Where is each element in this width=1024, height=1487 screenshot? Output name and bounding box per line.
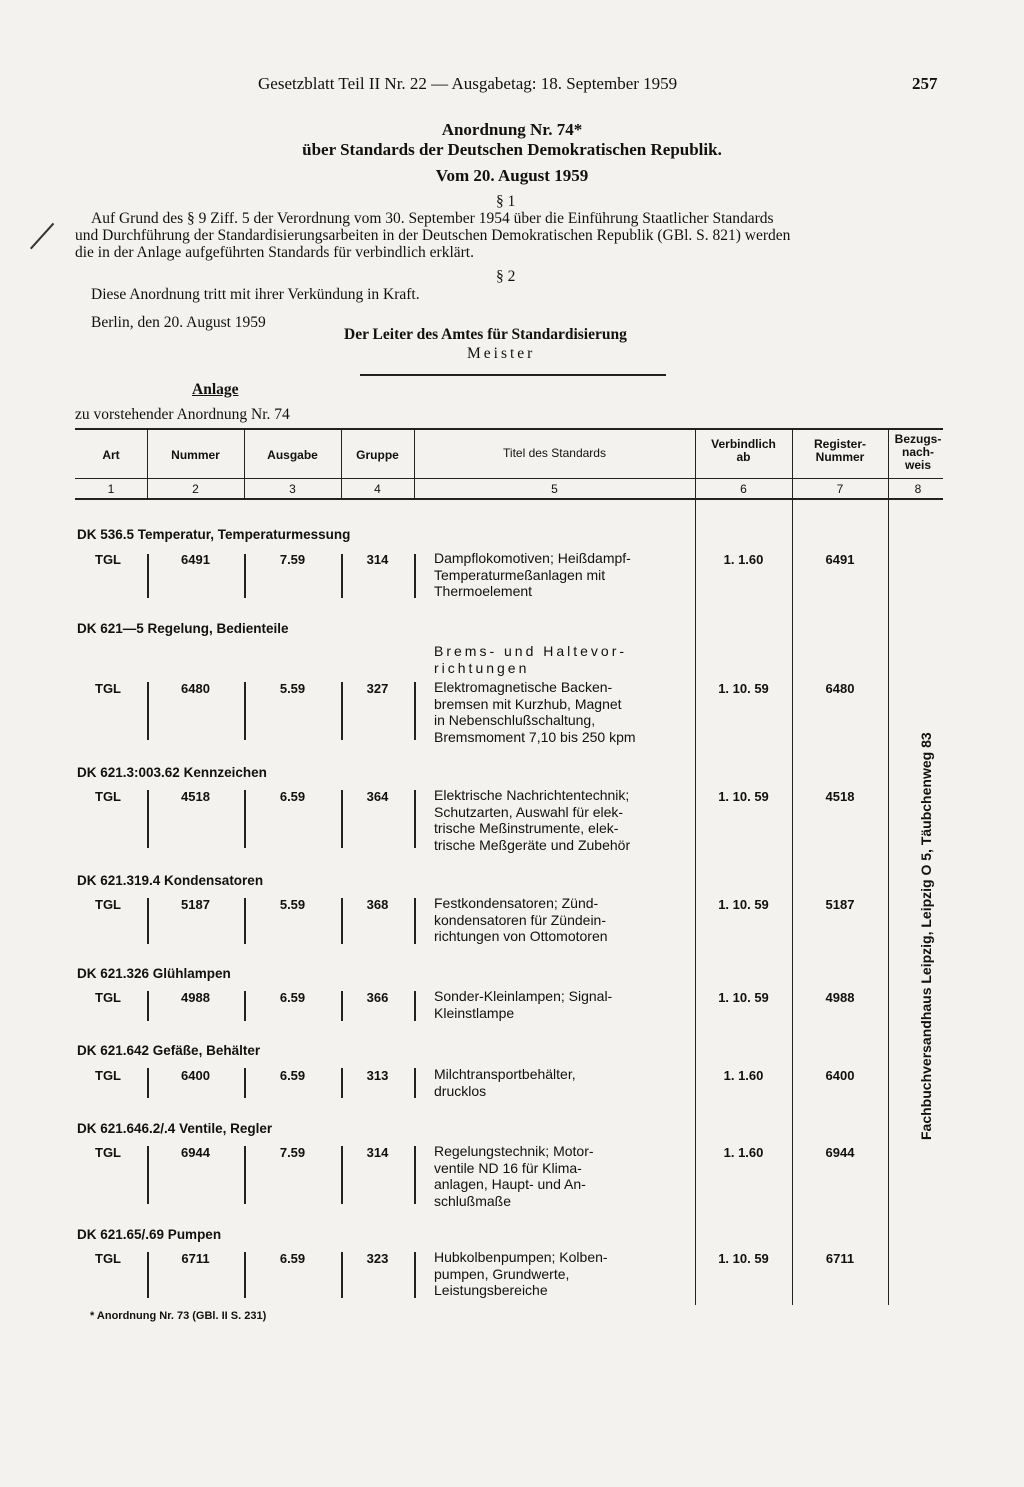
cell-ausgabe: 6.59	[279, 1068, 306, 1083]
cell-titel: Elektrische Nachrichtentechnik; Schutzarten, Auswahl für elek- trische Meßinstrumente, elek- trische Meßgeräte und Zubehör	[434, 787, 631, 853]
cell-verbindlich: 1. 10. 59	[718, 1251, 769, 1266]
row-divider	[414, 898, 416, 944]
cell-art: TGL	[95, 1145, 121, 1160]
document-title: Anordnung Nr. 74*	[441, 120, 583, 139]
running-title: Gesetzblatt Teil II Nr. 22 — Ausgabetag: 18. September 1959	[258, 74, 678, 93]
section-heading: DK 621.65/.69 Pumpen	[77, 1227, 222, 1242]
col-header-register: Nummer	[815, 450, 865, 464]
cell-register: 6491	[825, 552, 855, 567]
section-heading: DK 621—5 Regelung, Bedienteile	[77, 621, 289, 636]
col-header-register: Register-	[813, 437, 866, 451]
table-header-rule	[75, 478, 943, 479]
row-divider	[414, 1252, 416, 1298]
sidebar-imprint: Fachbuchversandhaus Leipzig, Leipzig O 5, Täubchenweg 83	[918, 732, 934, 1140]
col-number: 2	[192, 482, 199, 496]
col-header-ausgabe: Ausgabe	[267, 448, 318, 462]
col-header-verbindlich: Verbindlich	[711, 437, 776, 451]
cell-titel: Elektromagnetische Backen- bremsen mit Kurzhub, Magnet in Nebenschlußschaltung, Bremsmoment 7,10 bis 250 kpm	[434, 679, 636, 745]
row-divider	[414, 1068, 416, 1098]
col-number: 7	[836, 482, 844, 496]
cell-ausgabe: 5.59	[279, 897, 306, 912]
col-header-bezug: nach-	[901, 445, 934, 459]
cell-nummer: 6400	[181, 1068, 210, 1083]
cell-art: TGL	[95, 1251, 121, 1266]
cell-nummer: 6944	[181, 1145, 210, 1160]
cell-nummer: 5187	[181, 897, 210, 912]
cell-verbindlich: 1. 1.60	[723, 1068, 764, 1083]
cell-art: TGL	[95, 897, 121, 912]
cell-gruppe: 366	[366, 990, 389, 1005]
signature-rule	[360, 374, 666, 376]
cell-register: 6711	[825, 1251, 855, 1266]
section-mark-1: § 1	[496, 193, 516, 210]
col-header-verbindlich: ab	[736, 450, 751, 464]
cell-gruppe: 314	[366, 552, 389, 567]
cell-register: 5187	[825, 897, 855, 912]
section-heading: DK 621.326 Glühlampen	[77, 966, 231, 981]
page-number: 257	[912, 74, 938, 93]
cell-titel: Milchtransportbehälter, drucklos	[434, 1066, 576, 1099]
cell-nummer: 6491	[181, 552, 210, 567]
cell-verbindlich: 1. 10. 59	[718, 897, 769, 912]
cell-gruppe: 323	[366, 1251, 389, 1266]
section-heading: DK 621.642 Gefäße, Behälter	[77, 1043, 261, 1058]
section-heading: DK 536.5 Temperatur, Temperaturmessung	[77, 527, 351, 542]
cell-ausgabe: 6.59	[279, 1251, 306, 1266]
cell-register: 4988	[825, 990, 855, 1005]
cell-gruppe: 313	[366, 1068, 389, 1083]
cell-gruppe: 368	[366, 897, 389, 912]
col-header-bezug: weis	[904, 458, 931, 472]
col-header-bezug: Bezugs-	[894, 432, 942, 446]
cell-art: TGL	[95, 1068, 121, 1083]
footnote: * Anordnung Nr. 73 (GBl. II S. 231)	[90, 1310, 267, 1322]
cell-verbindlich: 1. 1.60	[723, 552, 764, 567]
cell-gruppe: 314	[366, 1145, 389, 1160]
row-divider	[414, 1146, 416, 1204]
cell-register: 6480	[825, 681, 855, 696]
cell-titel: Dampflokomotiven; Heißdampf- Temperaturmeßanlagen mit Thermoelement	[434, 550, 631, 599]
row-divider	[414, 790, 416, 848]
row-divider	[414, 991, 416, 1021]
table-number-rule	[75, 498, 943, 500]
cell-nummer: 4518	[181, 789, 210, 804]
section-mark-2: § 2	[496, 268, 516, 285]
signatory-name: Meister	[467, 345, 536, 362]
cell-register: 4518	[825, 789, 855, 804]
col-number: 6	[740, 482, 747, 496]
paragraph-line: Diese Anordnung tritt mit ihrer Verkündung in Kraft.	[91, 286, 420, 303]
section-heading: DK 621.646.2/.4 Ventile, Regler	[77, 1121, 273, 1136]
margin-stroke	[30, 223, 54, 250]
cell-verbindlich: 1. 10. 59	[718, 990, 769, 1005]
cell-nummer: 6711	[181, 1251, 210, 1266]
col-header-nummer: Nummer	[171, 448, 220, 462]
annex-title: Anlage	[192, 381, 239, 398]
cell-ausgabe: 5.59	[279, 681, 306, 696]
paragraph-line: Auf Grund des § 9 Ziff. 5 der Verordnung vom 30. September 1954 über die Einführung Staatlicher Standards	[91, 210, 774, 227]
table-top-rule	[75, 428, 943, 430]
cell-art: TGL	[95, 990, 121, 1005]
document-date: Vom 20. August 1959	[435, 166, 589, 185]
paragraph-line: die in der Anlage aufgeführten Standards für verbindlich erklärt.	[75, 244, 474, 261]
cell-art: TGL	[95, 681, 121, 696]
col-number: 8	[914, 482, 922, 496]
paragraph-line: und Durchführung der Standardisierungsarbeiten in der Deutschen Demokratischen Republik (GBl. S. 821) werden	[75, 227, 791, 244]
section-heading: DK 621.319.4 Kondensatoren	[77, 873, 264, 888]
cell-ausgabe: 7.59	[279, 552, 306, 567]
cell-nummer: 4988	[181, 990, 210, 1005]
col-header-gruppe: Gruppe	[356, 448, 399, 462]
cell-gruppe: 364	[366, 789, 389, 804]
col-number: 1	[107, 482, 115, 496]
cell-register: 6400	[825, 1068, 855, 1083]
row-divider	[414, 554, 416, 598]
cell-gruppe: 327	[366, 681, 389, 696]
cell-art: TGL	[95, 552, 121, 567]
cell-ausgabe: 7.59	[279, 1145, 306, 1160]
cell-verbindlich: 1. 1.60	[723, 1145, 764, 1160]
cell-titel: Hubkolbenpumpen; Kolben- pumpen, Grundwerte, Leistungsbereiche	[434, 1249, 608, 1298]
cell-verbindlich: 1. 10. 59	[718, 681, 769, 696]
cell-titel: Regelungstechnik; Motor- ventile ND 16 für Klima- anlagen, Haupt- und An- schlußmaße	[434, 1143, 594, 1209]
document-subtitle: über Standards der Deutschen Demokratischen Republik.	[302, 140, 722, 159]
annex-subtitle: zu vorstehender Anordnung Nr. 74	[75, 406, 290, 423]
cell-nummer: 6480	[181, 681, 210, 696]
cell-art: TGL	[95, 789, 121, 804]
row-divider	[414, 682, 416, 740]
place-date: Berlin, den 20. August 1959	[91, 314, 266, 331]
col-header-titel: Titel des Standards	[503, 446, 606, 460]
signatory-office: Der Leiter des Amtes für Standardisierung	[344, 326, 627, 343]
col-header-art: Art	[102, 448, 120, 462]
cell-verbindlich: 1. 10. 59	[718, 789, 769, 804]
col-number: 3	[289, 482, 296, 496]
section-heading: DK 621.3:003.62 Kennzeichen	[77, 765, 267, 780]
col-number: 5	[551, 482, 558, 496]
col-divider	[888, 430, 889, 1305]
cell-titel-group: Brems- und Haltevor- richtungen	[434, 643, 628, 676]
cell-ausgabe: 6.59	[279, 789, 306, 804]
cell-titel: Sonder-Kleinlampen; Signal- Kleinstlampe	[434, 988, 613, 1021]
cell-ausgabe: 6.59	[279, 990, 306, 1005]
cell-register: 6944	[825, 1145, 855, 1160]
cell-titel: Festkondensatoren; Zünd- kondensatoren für Zündein- richtungen von Ottomotoren	[434, 895, 608, 944]
col-number: 4	[374, 482, 381, 496]
